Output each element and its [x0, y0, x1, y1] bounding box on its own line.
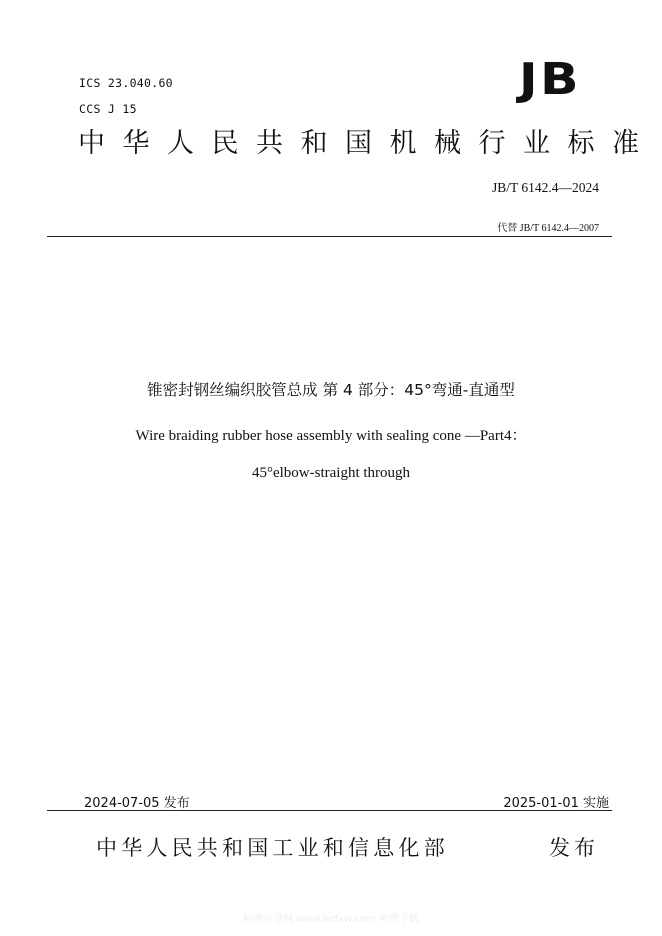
- publish-label: 发布: [549, 836, 599, 860]
- top-divider: [47, 236, 612, 237]
- standard-number: JB/T 6142.4—2024: [491, 180, 599, 195]
- document-title-chinese: 锥密封钢丝编织胶管总成 第 4 部分：45°弯通-直通型: [147, 381, 515, 399]
- document-title-english-line2: 45°elbow-straight through: [251, 465, 411, 481]
- jb-logo: JB: [518, 54, 581, 105]
- ccs-code: CCS J 15: [79, 102, 137, 116]
- publisher-name: 中华人民共和国工业和信息化部: [96, 836, 449, 860]
- implementation-date: 2025-01-01 实施: [503, 796, 609, 811]
- watermark-text: 标准分享网 www.bzfxw.com 免费下载: [243, 914, 419, 925]
- bottom-divider: [47, 810, 612, 811]
- industry-standard-title: 中华人民共和国机械行业标准: [78, 128, 657, 159]
- ics-code: ICS 23.040.60: [79, 76, 173, 90]
- document-title-english-line1: Wire braiding rubber hose assembly with sealing cone —Part4：: [135, 428, 527, 444]
- replaces-standard: 代替 JB/T 6142.4—2007: [497, 223, 599, 234]
- issue-date: 2024-07-05 发布: [84, 796, 190, 811]
